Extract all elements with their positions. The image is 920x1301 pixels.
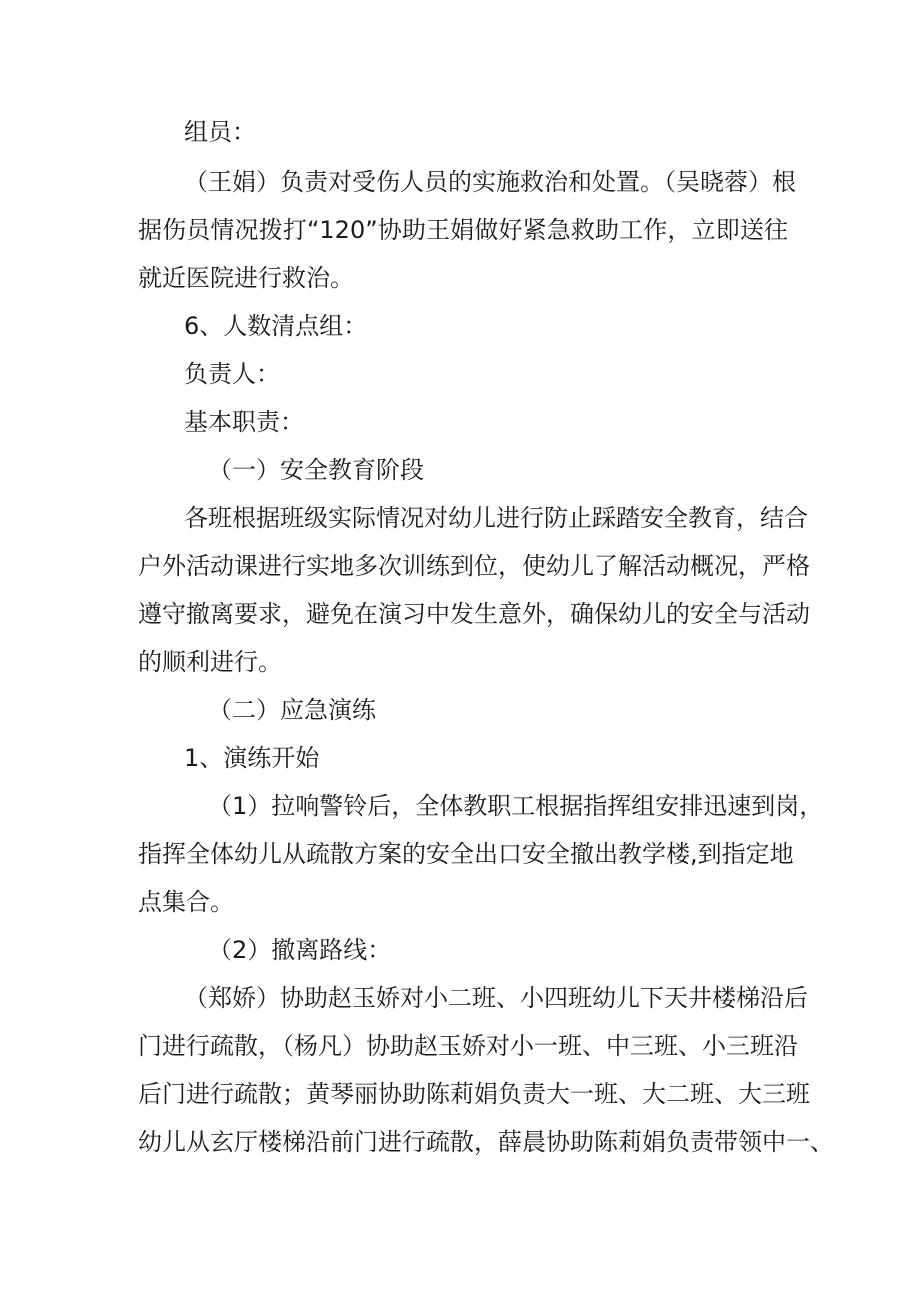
paragraph-line: 门进行疏散，（杨凡）协助赵玉娇对小一班、中三班、小三班沿 xyxy=(138,1032,798,1060)
paragraph-line: 的顺利进行。 xyxy=(138,648,282,676)
paragraph-line: 负责人： xyxy=(184,360,280,388)
paragraph-line: 点集合。 xyxy=(138,888,234,916)
section-heading: （一）安全教育阶段 xyxy=(208,456,424,484)
paragraph-line: （王娟）负责对受伤人员的实施救治和处置。（吴晓蓉）根 xyxy=(184,168,796,196)
paragraph-line: （1）拉响警铃后，全体教职工根据指挥组安排迅速到岗， xyxy=(208,792,824,820)
section-heading: （二）应急演练 xyxy=(208,696,376,724)
paragraph-line: 据伤员情况拨打“120”协助王娟做好紧急救助工作，立即送往 xyxy=(138,216,788,244)
paragraph-line: 就近医院进行救治。 xyxy=(138,264,354,292)
paragraph-line: 户外活动课进行实地多次训练到位，使幼儿了解活动概况，严格 xyxy=(138,552,810,580)
paragraph-line: 指挥全体幼儿从疏散方案的安全出口安全撤出教学楼,到指定地 xyxy=(138,840,794,868)
section-heading: （2）撤离路线： xyxy=(208,936,392,964)
paragraph-line: 幼儿从玄厅楼梯沿前门进行疏散，薛晨协助陈莉娟负责带领中一、 xyxy=(138,1128,834,1156)
paragraph-line: 基本职责： xyxy=(184,408,304,436)
paragraph-line: 各班根据班级实际情况对幼儿进行防止踩踏安全教育，结合 xyxy=(184,504,808,532)
paragraph-line: 后门进行疏散；黄琴丽协助陈莉娟负责大一班、大二班、大三班 xyxy=(138,1080,810,1108)
section-heading: 1、演练开始 xyxy=(184,744,320,772)
paragraph-line: （郑娇）协助赵玉娇对小二班、小四班幼儿下天井楼梯沿后 xyxy=(184,984,808,1012)
paragraph-line: 遵守撤离要求，避免在演习中发生意外，确保幼儿的安全与活动 xyxy=(138,600,810,628)
section-heading: 6、人数清点组： xyxy=(184,312,368,340)
paragraph-line: 组员： xyxy=(184,118,256,146)
